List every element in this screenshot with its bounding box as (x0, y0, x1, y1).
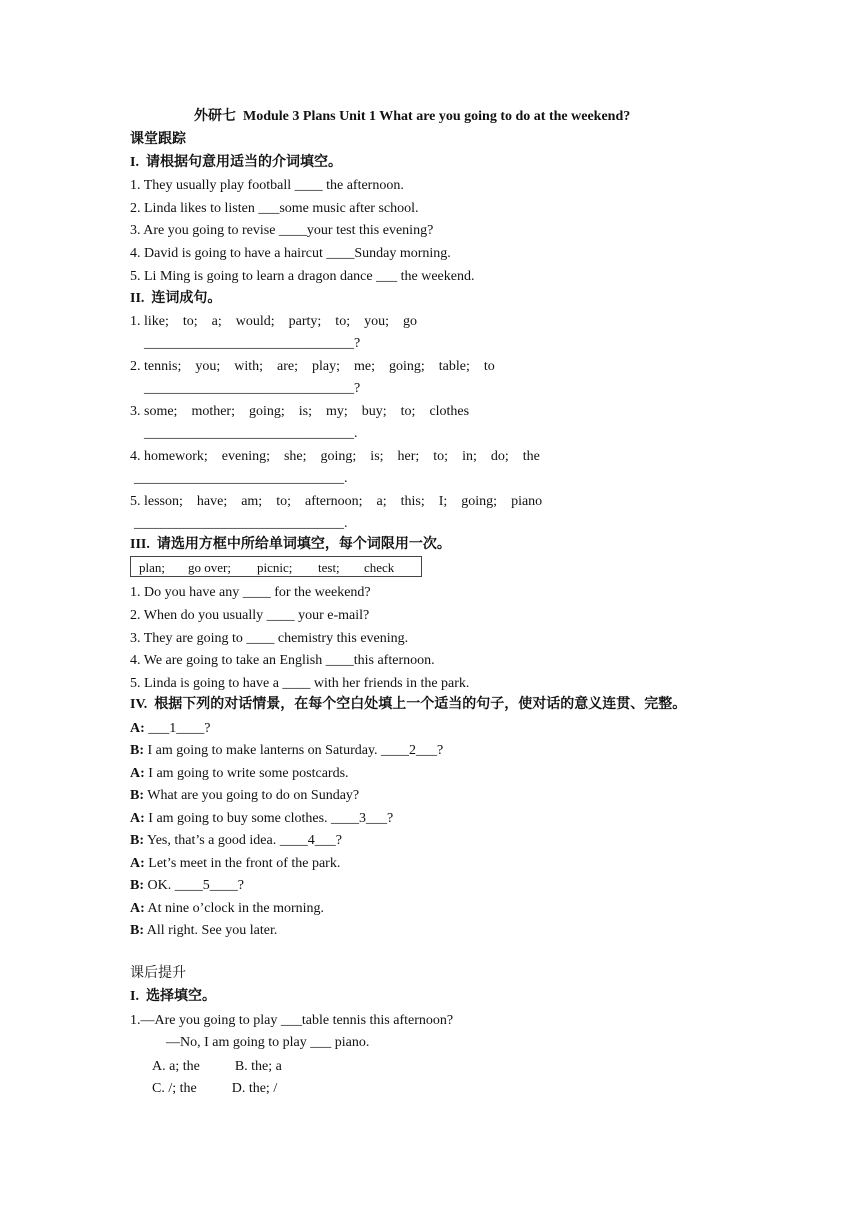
part2-answer-line: ______________________________. (134, 471, 348, 486)
part3-item: 4. We are going to take an English ____this afternoon. (130, 653, 435, 668)
speaker-label: B: (130, 923, 144, 938)
word-bank-word: picnic; (257, 560, 293, 575)
section-in-class: 课堂跟踪 (130, 132, 186, 147)
mc-question: 1.—Are you going to play ___table tennis this afternoon? (130, 1013, 454, 1028)
speaker-label: A: (130, 856, 145, 871)
part2-answer-line: ______________________________? (144, 336, 361, 351)
part1-item: 2. Linda likes to listen ___some music after school. (130, 201, 419, 216)
part2-words: 4. homework; evening; she; going; is; her; to; in; do; the (130, 449, 540, 464)
part1-item: 4. David is going to have a haircut ____Sunday morning. (130, 246, 451, 261)
word-bank-box (130, 556, 422, 577)
part2-words: 5. lesson; have; am; to; afternoon; a; this; I; going; piano (130, 494, 543, 509)
dialogue-line (130, 877, 244, 895)
part3-item: 5. Linda is going to have a ____ with her friends in the park. (130, 676, 470, 691)
part1-heading: I. 请根据句意用适当的介词填空。 (130, 155, 342, 170)
part2-words: 3. some; mother; going; is; my; buy; to; clothes (130, 404, 470, 419)
part3-item: 1. Do you have any ____ for the weekend? (130, 585, 371, 600)
dialogue-text: What are you going to do on Sunday? (144, 788, 360, 803)
speaker-label: A: (130, 721, 145, 736)
part2-heading: II. 连词成句。 (130, 291, 222, 306)
dialogue-text: ___1____? (144, 721, 211, 736)
dialogue-line (130, 832, 342, 850)
dialogue-line (130, 765, 349, 783)
word-bank-word: check (364, 560, 395, 575)
part2-answer-line: ______________________________? (144, 381, 361, 396)
part2-words: 1. like; to; a; would; party; to; you; go (130, 314, 417, 329)
mc-options: C. /; the D. the; / (152, 1081, 278, 1096)
dialogue-text: At nine o’clock in the morning. (144, 901, 325, 916)
part4-heading: IV. 根据下列的对话情景，在每个空白处填上一个适当的句子，使对话的意义连贯、完整。 (130, 697, 687, 712)
dialogue-line (130, 720, 211, 738)
dialogue-text: Yes, that’s a good idea. ____4___? (144, 833, 342, 848)
part3-item: 3. They are going to ____ chemistry this evening. (130, 631, 409, 646)
word-bank-word: plan; (139, 560, 165, 575)
dialogue-line (130, 922, 277, 940)
mc-options: A. a; the B. the; a (152, 1059, 282, 1074)
dialogue-line (130, 855, 340, 873)
word-bank-word: test; (318, 560, 340, 575)
dialogue-text: Let’s meet in the front of the park. (144, 856, 341, 871)
speaker-label: B: (130, 788, 144, 803)
section-after-class: 课后提升 (130, 966, 186, 981)
part2-answer-line: ______________________________. (134, 516, 348, 531)
dialogue-text: OK. ____5____? (144, 878, 244, 893)
part1-item: 1. They usually play football ____ the afternoon. (130, 178, 404, 193)
speaker-label: B: (130, 743, 144, 758)
part2-words: 2. tennis; you; with; are; play; me; going; table; to (130, 359, 495, 374)
part3-item: 2. When do you usually ____ your e-mail? (130, 608, 370, 623)
word-bank-word: go over; (188, 560, 231, 575)
speaker-label: A: (130, 811, 145, 826)
dialogue-line (130, 787, 359, 805)
dialogue-line (130, 900, 324, 918)
dialogue-text: I am going to buy some clothes. ____3___? (144, 811, 394, 826)
dialogue-text: I am going to write some postcards. (144, 766, 349, 781)
speaker-label: A: (130, 766, 145, 781)
part2-answer-line: ______________________________. (144, 426, 358, 441)
dialogue-text: All right. See you later. (144, 923, 278, 938)
part5-heading: I. 选择填空。 (130, 989, 216, 1004)
dialogue-line (130, 810, 393, 828)
part1-item: 5. Li Ming is going to learn a dragon dance ___ the weekend. (130, 269, 475, 284)
speaker-label: A: (130, 901, 145, 916)
part1-item: 3. Are you going to revise ____your test this evening? (130, 223, 434, 238)
page-title: 外研七 Module 3 Plans Unit 1 What are you going to do at the weekend? (194, 109, 631, 124)
mc-question-reply: —No, I am going to play ___ piano. (166, 1035, 370, 1050)
dialogue-text: I am going to make lanterns on Saturday. ____2___? (144, 743, 444, 758)
speaker-label: B: (130, 878, 144, 893)
part3-heading: III. 请选用方框中所给单词填空，每个词限用一次。 (130, 537, 451, 552)
dialogue-line (130, 742, 443, 760)
speaker-label: B: (130, 833, 144, 848)
